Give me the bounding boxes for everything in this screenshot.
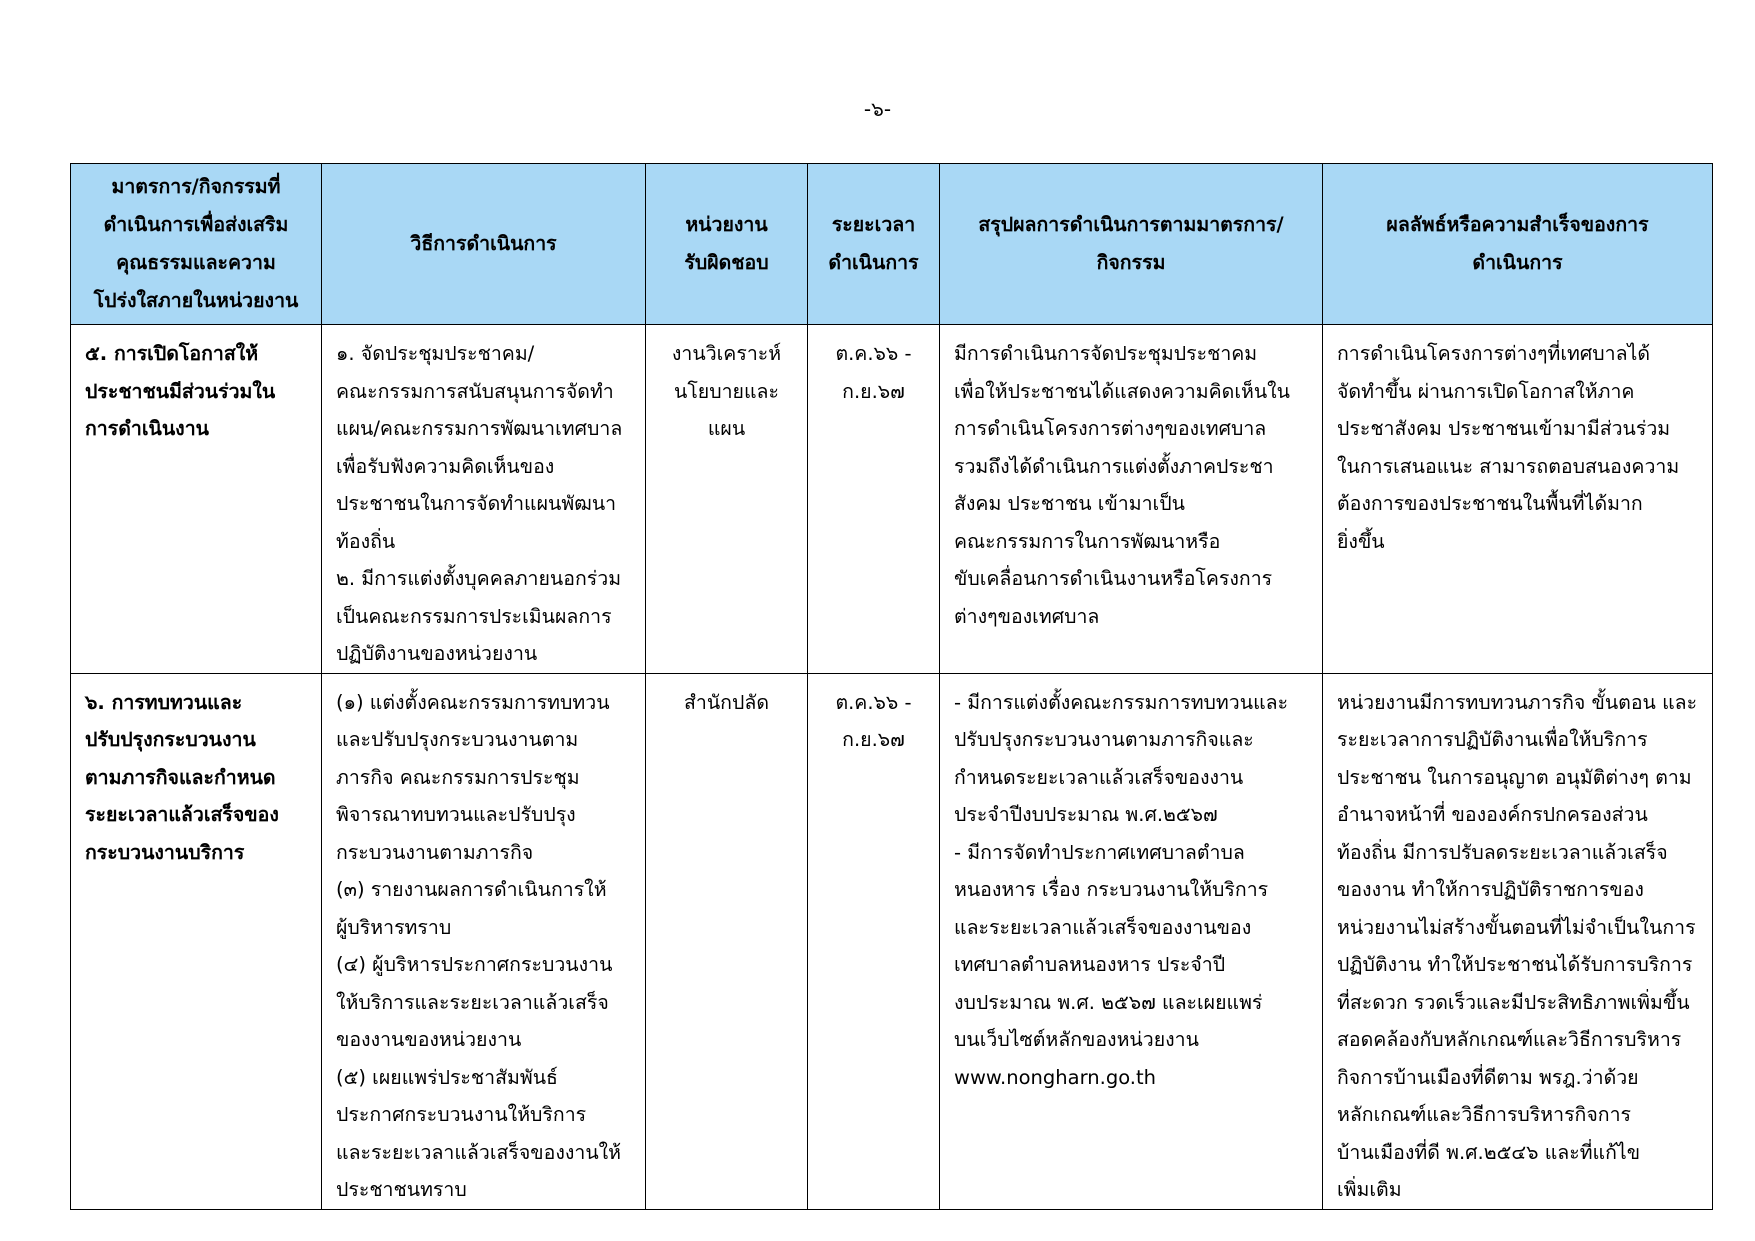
text-line: การดำเนินโครงการต่างๆของเทศบาล [954, 417, 1267, 440]
text-line: เพื่อรับฟังความคิดเห็นของ [336, 454, 555, 478]
text-line: มีการดำเนินการจัดประชุมประชาคม [954, 342, 1258, 365]
text-line: ประชาชน ในการอนุญาต อนุมัติต่างๆ ตาม [1337, 765, 1692, 789]
text-line: ประชาชนทราบ [336, 1178, 467, 1201]
summary-cell [940, 325, 1323, 674]
text-line: ๖. การทบทวนและ [85, 690, 243, 714]
text-line: ดำเนินการ [1472, 251, 1563, 274]
text-line: ระยะเวลาแล้วเสร็จของ [85, 803, 279, 826]
text-line: ผู้บริหารทราบ [336, 915, 452, 939]
header-period [808, 164, 940, 325]
text-line: - มีการจัดทำประกาศเทศบาลตำบล [954, 840, 1245, 864]
method-cell [322, 673, 646, 1209]
text-line: ก.ย.๖๗ [842, 728, 905, 751]
text-line: การดำเนินงาน [85, 417, 209, 440]
result-cell [1323, 673, 1713, 1209]
text-line: มาตรการ/กิจกรรมที่ [111, 175, 281, 198]
text-line: และระยะเวลาแล้วเสร็จของงานของ [954, 915, 1252, 939]
text-line: ก.ย.๖๗ [842, 379, 905, 403]
text-line: งานวิเคราะห์ [671, 342, 782, 365]
measure-cell [71, 673, 322, 1209]
text-line: นโยบายและ [674, 379, 779, 403]
text-line: ให้บริการและระยะเวลาแล้วเสร็จ [336, 990, 609, 1014]
text-line: ดำเนินการเพื่อส่งเสริม [103, 213, 289, 236]
text-line: แผน/คณะกรรมการพัฒนาเทศบาล [336, 417, 623, 440]
text-line: หน่วยงาน [685, 213, 768, 236]
text-line: ๕. การเปิดโอกาสให้ [85, 342, 259, 365]
text-line: ที่สะดวก รวดเร็วและมีประสิทธิภาพเพิ่มขึ้น [1337, 990, 1690, 1014]
text-line: ต.ค.๖๖ - [835, 342, 912, 365]
text-line: ยิ่งขึ้น [1337, 529, 1385, 553]
text-line: (๑) แต่งตั้งคณะกรรมการทบทวน [336, 690, 610, 714]
header-method [322, 164, 646, 325]
text-line: ของงาน ทำให้การปฏิบัติราชการของ [1337, 878, 1644, 901]
table-row [71, 673, 1713, 1209]
text-line: สังคม ประชาชน เข้ามาเป็น [954, 492, 1185, 515]
header-summary [940, 164, 1323, 325]
text-line: ปรับปรุงกระบวนงาน [85, 728, 256, 751]
text-line: คณะกรรมการสนับสนุนการจัดทำ [336, 379, 614, 403]
text-line: ผลลัพธ์หรือความสำเร็จของการ [1386, 213, 1649, 236]
text-line: ของงานของหน่วยงาน [336, 1028, 522, 1051]
text-line: การดำเนินโครงการต่างๆที่เทศบาลได้ [1337, 342, 1651, 365]
text-line: ปรับปรุงกระบวนงานตามภารกิจและ [954, 728, 1254, 751]
text-line: (๕) เผยแพร่ประชาสัมพันธ์ [336, 1065, 558, 1089]
text-line: ประจำปีงบประมาณ พ.ศ.๒๕๖๗ [954, 803, 1218, 826]
text-line: ท้องถิ่น [336, 529, 396, 553]
text-line: หนองหาร เรื่อง กระบวนงานให้บริการ [954, 878, 1269, 901]
summary-cell [940, 673, 1323, 1209]
text-line: หลักเกณฑ์และวิธีการบริหารกิจการ [1337, 1103, 1632, 1126]
text-line: ตามภารกิจและกำหนด [85, 765, 276, 789]
page-number: -๖- [863, 97, 892, 121]
text-line: และปรับปรุงกระบวนงานตาม [336, 728, 579, 751]
text-line: รับผิดชอบ [684, 251, 769, 274]
text-line: หน่วยงานไม่สร้างขั้นตอนที่ไม่จำเป็นในการ [1337, 915, 1696, 939]
text-line: www.nongharn.go.th [954, 1065, 1156, 1089]
text-line: พิจารณาทบทวนและปรับปรุง [336, 803, 576, 826]
text-line: กระบวนงานบริการ [85, 840, 245, 864]
text-line: สำนักปลัด [684, 690, 769, 714]
text-line: ประชาชนมีส่วนร่วมใน [85, 379, 276, 403]
period-cell [808, 325, 940, 674]
text-line: ในการเสนอแนะ สามารถตอบสนองความ [1337, 454, 1680, 478]
text-line: งบประมาณ พ.ศ. ๒๕๖๗ และเผยแพร่ [954, 990, 1263, 1014]
header-measure [71, 164, 322, 325]
measure-cell [71, 325, 322, 674]
text-line: ปฏิบัติงาน ทำให้ประชาชนได้รับการบริการ [1337, 953, 1693, 976]
text-line: ต.ค.๖๖ - [835, 690, 912, 714]
text-line: เป็นคณะกรรมการประเมินผลการ [336, 604, 612, 628]
text-line: บนเว็บไซต์หลักของหน่วยงาน [954, 1028, 1199, 1051]
text-line: สรุปผลการดำเนินการตามมาตรการ/ [978, 213, 1284, 236]
text-line: โปร่งใสภายในหน่วยงาน [93, 289, 299, 312]
text-line: อำนาจหน้าที่ ขององค์กรปกครองส่วน [1337, 803, 1648, 826]
text-line: ๒. มีการแต่งตั้งบุคคลภายนอกร่วม [336, 567, 622, 590]
header-unit [646, 164, 808, 325]
text-line: (๓) รายงานผลการดำเนินการให้ [336, 878, 607, 901]
text-line: สอดคล้องกับหลักเกณฑ์และวิธีการบริหาร [1337, 1028, 1682, 1051]
text-line: คุณธรรมและความ [116, 251, 276, 274]
unit-cell [646, 325, 808, 674]
text-line: กำหนดระยะเวลาแล้วเสร็จของงาน [954, 765, 1244, 789]
period-cell [808, 673, 940, 1209]
text-line: ระยะเวลา [831, 213, 916, 236]
text-line: วิธีการดำเนินการ [410, 232, 557, 255]
text-line: และระยะเวลาแล้วเสร็จของงานให้ [336, 1140, 622, 1164]
text-line: ภารกิจ คณะกรรมการประชุม [336, 765, 580, 789]
text-line: หน่วยงานมีการทบทวนภารกิจ ขั้นตอน และ [1337, 690, 1698, 714]
text-line: ดำเนินการ [828, 251, 919, 274]
measures-table [70, 163, 1713, 1210]
text-line: ประกาศกระบวนงานให้บริการ [336, 1103, 587, 1126]
method-cell [322, 325, 646, 674]
text-line: ท้องถิ่น มีการปรับลดระยะเวลาแล้วเสร็จ [1337, 840, 1668, 864]
text-line: แผน [707, 417, 746, 440]
text-line: ขับเคลื่อนการดำเนินงานหรือโครงการ [954, 567, 1273, 590]
text-line: รวมถึงได้ดำเนินการแต่งตั้งภาคประชา [954, 454, 1274, 478]
text-line: กระบวนงานตามภารกิจ [336, 840, 534, 864]
text-line: ปฏิบัติงานของหน่วยงาน [336, 642, 538, 665]
header-result [1323, 164, 1713, 325]
text-line: ประชาชนในการจัดทำแผนพัฒนา [336, 492, 617, 515]
text-line: กิจกรรม [1096, 251, 1166, 274]
text-line: ระยะเวลาการปฏิบัติงานเพื่อให้บริการ [1337, 728, 1648, 751]
text-line: บ้านเมืองที่ดี พ.ศ.๒๕๔๖ และที่แก้ไข [1337, 1140, 1641, 1164]
text-line: คณะกรรมการในการพัฒนาหรือ [954, 529, 1221, 553]
text-line: กิจการบ้านเมืองที่ดีตาม พรฎ.ว่าด้วย [1337, 1065, 1639, 1089]
text-line: เพิ่มเติม [1337, 1178, 1402, 1201]
text-line: เพื่อให้ประชาชนได้แสดงความคิดเห็นใน [954, 379, 1291, 403]
text-line: จัดทำขึ้น ผ่านการเปิดโอกาสให้ภาค [1337, 379, 1635, 403]
text-line: ประชาสังคม ประชาชนเข้ามามีส่วนร่วม [1337, 417, 1671, 440]
text-line: ต้องการของประชาชนในพื้นที่ได้มาก [1337, 492, 1643, 515]
text-line: - มีการแต่งตั้งคณะกรรมการทบทวนและ [954, 690, 1289, 714]
table-row [71, 325, 1713, 674]
text-line: (๔) ผู้บริหารประกาศกระบวนงาน [336, 953, 613, 976]
unit-cell [646, 673, 808, 1209]
text-line: เทศบาลตำบลหนองหาร ประจำปี [954, 953, 1226, 976]
text-line: ๑. จัดประชุมประชาคม/ [336, 342, 535, 365]
text-line: ต่างๆของเทศบาล [954, 604, 1100, 628]
result-cell [1323, 325, 1713, 674]
table-header-row [71, 164, 1713, 325]
